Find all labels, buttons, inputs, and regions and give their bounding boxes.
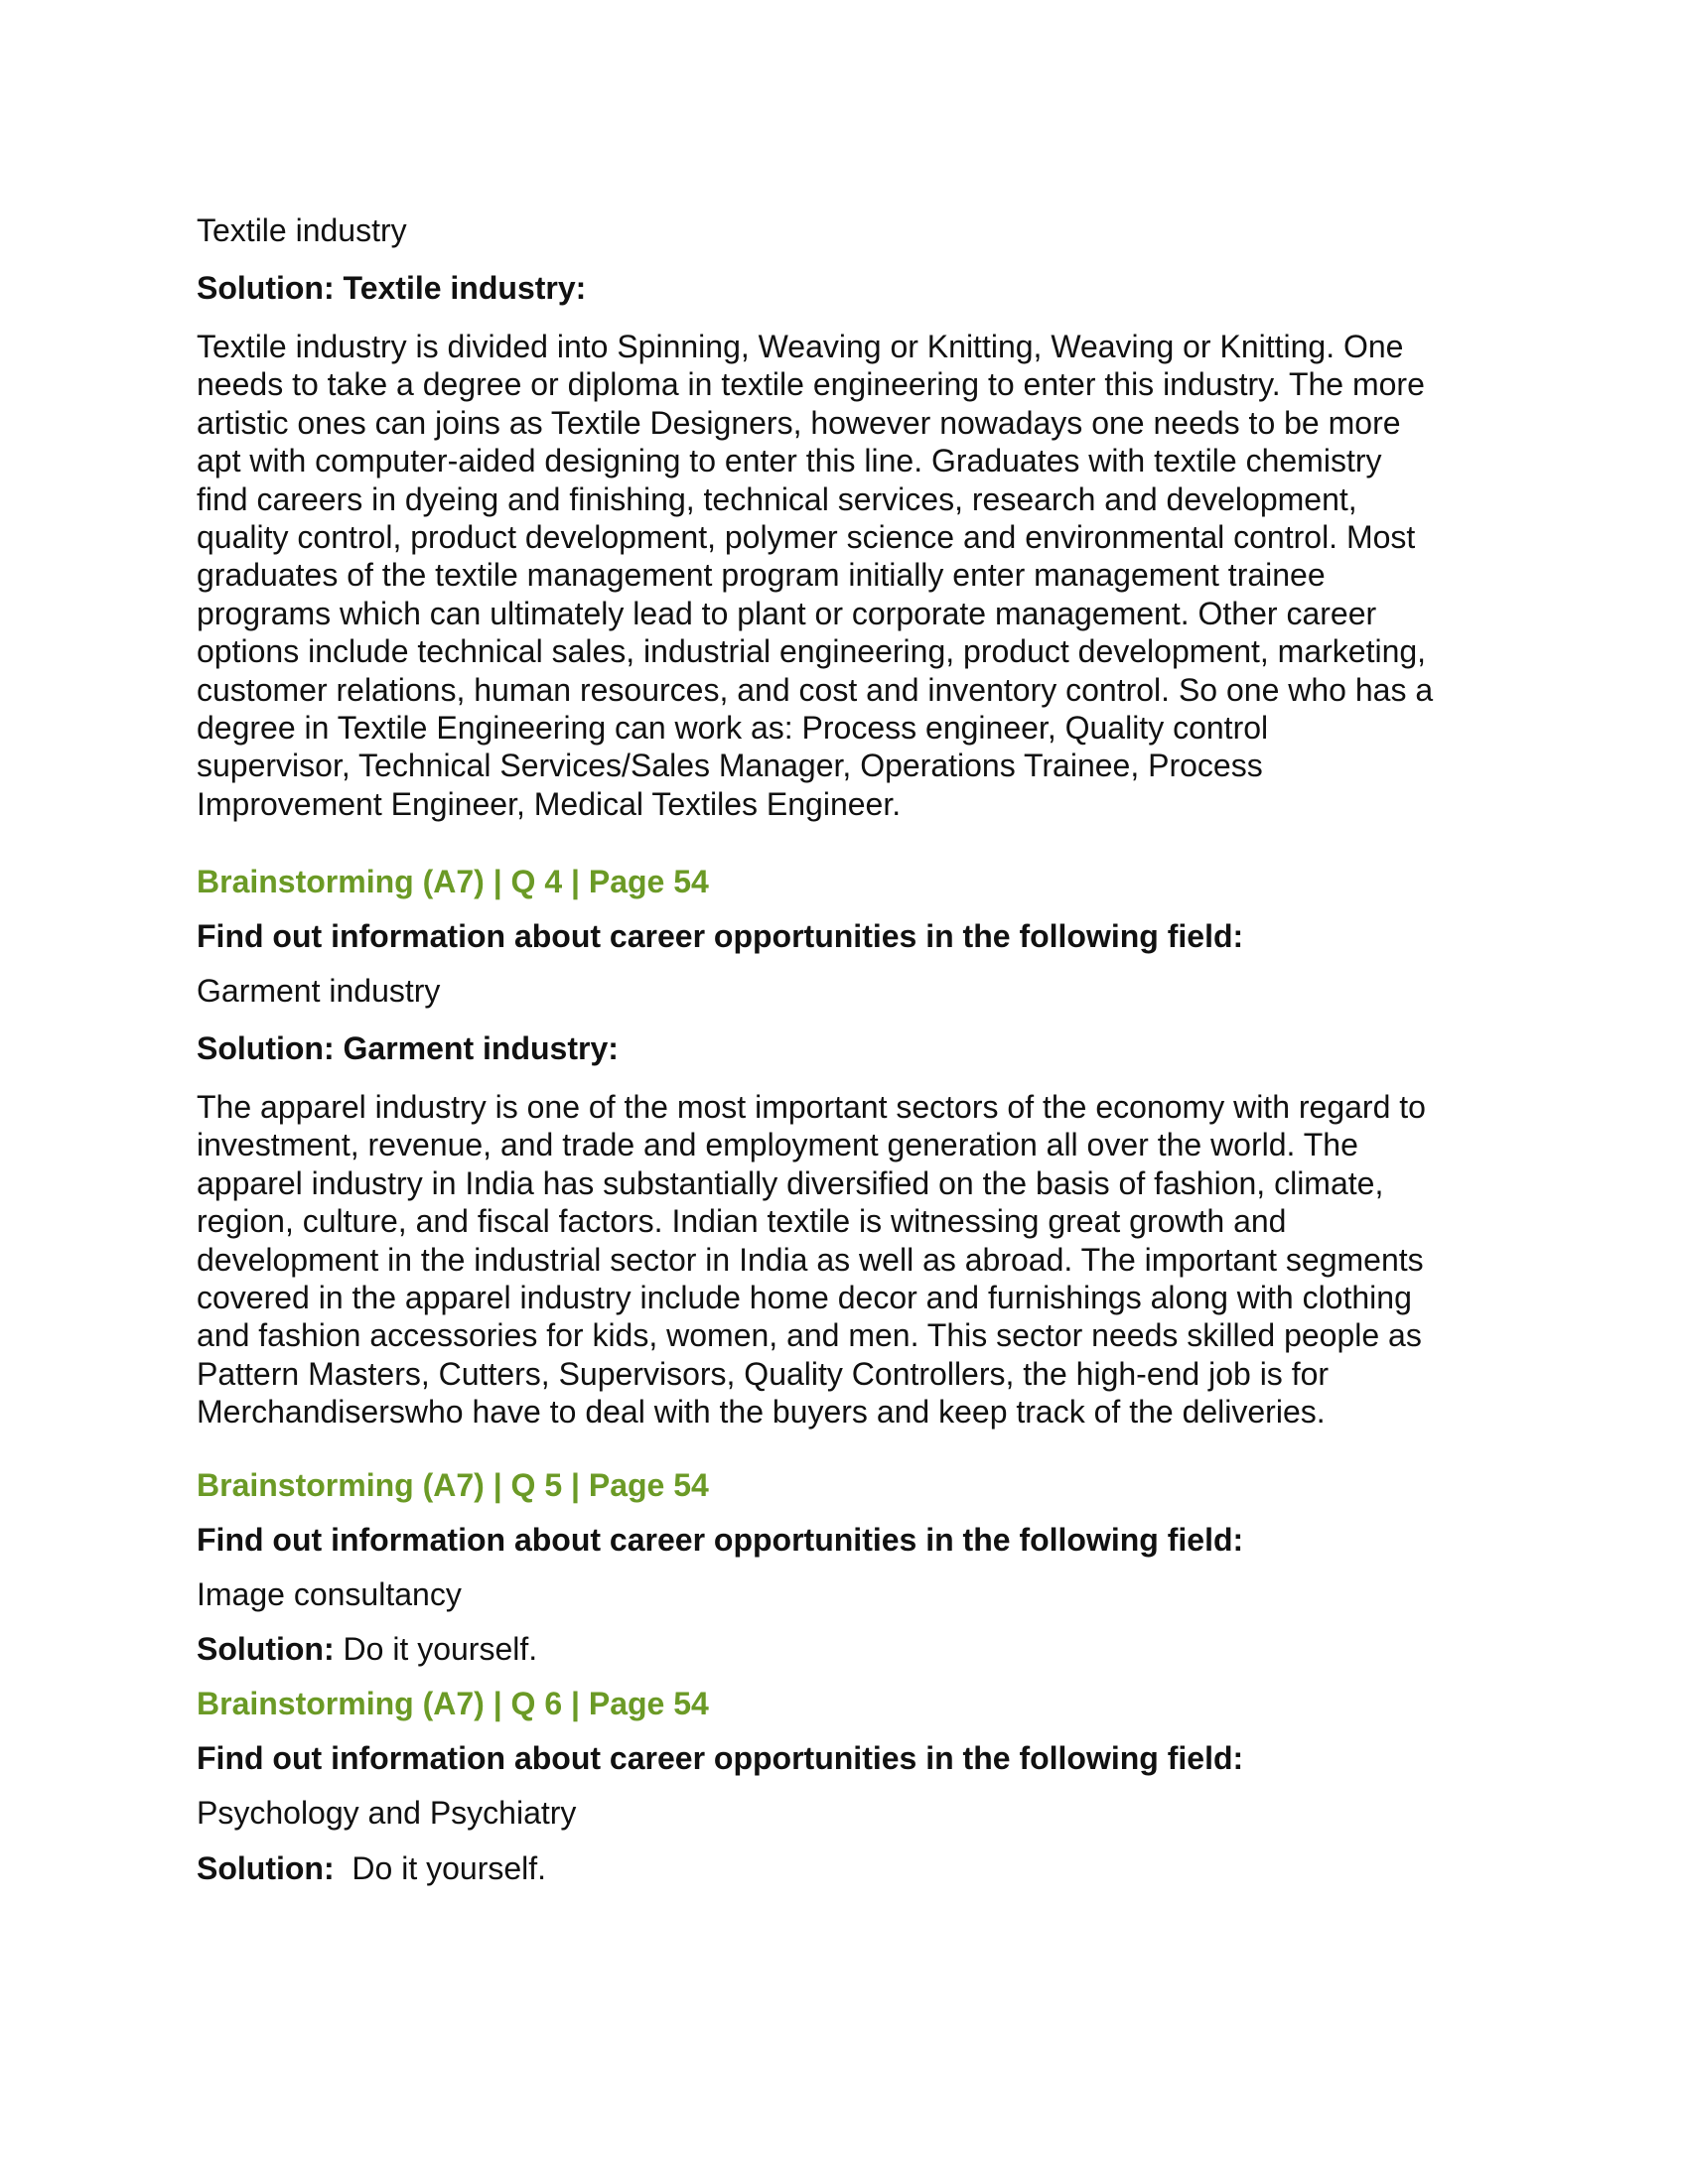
- body-line: region, culture, and fiscal factors. Indian textile is witnessing great growth and: [197, 1203, 1287, 1240]
- question-text-q5: Find out information about career opportunities in the following field:: [197, 1522, 1244, 1558]
- topic-garment: Garment industry: [197, 973, 441, 1009]
- body-line: programs which can ultimately lead to plant or corporate management. Other career: [197, 595, 1377, 631]
- solution-body-textile: [197, 328, 1433, 823]
- body-line: covered in the apparel industry include home decor and furnishings along with clothing: [197, 1280, 1412, 1316]
- body-line: Improvement Engineer, Medical Textiles Engineer.: [197, 785, 902, 822]
- solution-text: Do it yourself.: [334, 1631, 538, 1667]
- body-line: supervisor, Technical Services/Sales Manager, Operations Trainee, Process: [197, 748, 1263, 784]
- body-line: investment, revenue, and trade and employment generation all over the world. The: [197, 1127, 1358, 1163]
- body-line: and fashion accessories for kids, women, and men. This sector needs skilled people as: [197, 1317, 1422, 1354]
- solution-heading-textile: Solution: Textile industry:: [197, 270, 587, 306]
- solution-body-garment: [197, 1088, 1426, 1432]
- solution-text: Do it yourself.: [334, 1850, 547, 1886]
- body-line: degree in Textile Engineering can work as: Process engineer, Quality control: [197, 710, 1269, 747]
- body-line: The apparel industry is one of the most important sectors of the economy with regard to: [197, 1089, 1426, 1125]
- question-heading-q4: Brainstorming (A7) | Q 4 | Page 54: [197, 864, 709, 899]
- body-line: graduates of the textile management program initially enter management trainee: [197, 557, 1326, 594]
- question-text-q6: Find out information about career opportunities in the following field:: [197, 1740, 1244, 1776]
- body-line: apparel industry in India has substantially diversified on the basis of fashion, climate,: [197, 1164, 1384, 1201]
- body-line: options include technical sales, industrial engineering, product development, marketing,: [197, 633, 1427, 670]
- body-line: Merchandiserswho have to deal with the buyers and keep track of the deliveries.: [197, 1394, 1326, 1431]
- body-line: artistic ones can joins as Textile Designers, however nowadays one needs to be more: [197, 404, 1401, 441]
- question-text-q4: Find out information about career opportunities in the following field:: [197, 918, 1244, 954]
- solution-label: Solution:: [197, 1850, 335, 1886]
- body-line: apt with computer-aided designing to enter this line. Graduates with textile chemistry: [197, 443, 1382, 479]
- body-line: needs to take a degree or diploma in textile engineering to enter this industry. The more: [197, 366, 1425, 403]
- body-line: development in the industrial sector in India as well as abroad. The important segments: [197, 1241, 1424, 1278]
- question-heading-q5: Brainstorming (A7) | Q 5 | Page 54: [197, 1467, 709, 1503]
- question-heading-q6: Brainstorming (A7) | Q 6 | Page 54: [197, 1686, 709, 1721]
- body-line: quality control, product development, polymer science and environmental control. Most: [197, 519, 1416, 556]
- topic-image-consultancy: Image consultancy: [197, 1576, 462, 1612]
- body-line: Textile industry is divided into Spinning, Weaving or Knitting, Weaving or Knitting. One: [197, 329, 1404, 364]
- solution-q5: [197, 1629, 537, 1669]
- solution-heading-garment: Solution: Garment industry:: [197, 1030, 619, 1066]
- topic-psychology: Psychology and Psychiatry: [197, 1795, 577, 1831]
- body-line: find careers in dyeing and finishing, technical services, research and development,: [197, 480, 1357, 517]
- body-line: customer relations, human resources, and cost and inventory control. So one who has a: [197, 671, 1434, 708]
- body-line: Pattern Masters, Cutters, Supervisors, Quality Controllers, the high-end job is for: [197, 1355, 1330, 1392]
- topic-textile: Textile industry: [197, 212, 407, 248]
- solution-q6: [197, 1848, 546, 1888]
- solution-label: Solution:: [197, 1631, 335, 1667]
